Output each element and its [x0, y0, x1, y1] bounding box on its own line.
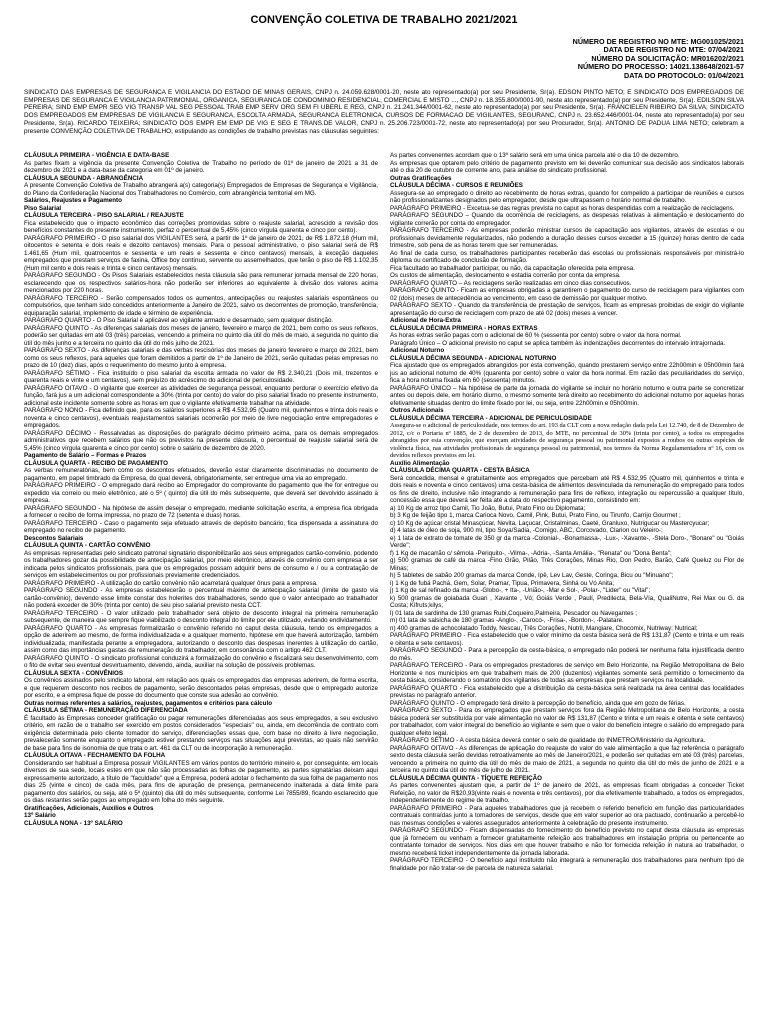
section-heading: Adicional de Hora-Extra	[390, 317, 461, 325]
clause-paragraph: Os convênios assinados pelo sindicato laboral, em relação aos quais os empregados das empresas aderirem, de forma escrita, e que requerem desconto nos recibos de pagamento, serão descontados pelas empresas, desde que o empregado autorize por escrito, e a empresa fique de posse do documento que conste sua adesão ao convênio.	[24, 677, 378, 700]
clause-paragraph: PARÁGRAFO SEXTO - Para os empregados que prestam serviços fora da Região Metropolitana de Belo Horizonte, a cesta básica poderá ser substituída por vale alimentação no valor de R$ 131,87 (Cento e trinta e um reais e oitenta e sete centavos) por trabalhador, com valor integral do benefício ao vigilante e sem que o valor do benefício integre o salário do empregado para qualquer efeito legal.	[390, 707, 744, 737]
clause-paragraph: PARÁGRAFO ÚNICO – Na hipótese de parte da jornada do vigilante se incluir no horário noturno e outra parte se concretizar antes ou depois dele, em horário diurno, o mesmo somente terá direito ao recebimento do adicional noturno por aquelas horas efetivamente situadas dentro do limite fixado por lei, ou seja, entre 22h00min e 05h00min.	[390, 384, 744, 407]
clause-paragraph: PARÁGRAFO OITAVO - As diferenças de aplicação do reajuste do valor do vale alimentação a que faz referência o parágrafo sexto desta cláusula serão devidas retroativamente ao mês de Janeiro/2021, e poderão ser quitadas em até 03 (três) parcelas, vencendo a primeira no quinto dia útil do mês de maio de 2021, a segunda no quinto dia útil do mês de junho de 2021 e a terceira no quinto dia útil do mês de julho de 2021.	[390, 744, 744, 775]
clause-paragraph: PARÁGRAFO PRIMEIRO - O piso salarial dos VIGILANTES será, a partir de 1º de janeiro de 2021, de R$ 1.872,18 (Hum mil, oitocentos e setenta e dois reais e dezoito centavos) mensais. Para o pessoal administrativo, o piso salarial será de R$ 1.461,65 (Hum mil, quatrocentos e sessenta e um reais e sessenta e cinco centavos) mensais, à exceção daqueles empregados que prestam serviços de faxina, Office boy contínuo, servente ou assemelhados, que terão o piso de R$ 1.102,35 (Hum mil cento e dois reais e trinta e cinco centavos) mensais.	[24, 234, 378, 272]
clause-paragraph: PARÁGRAFO QUARTO – As reciclagens serão realizadas em cinco dias consecutivos.	[390, 279, 632, 287]
preamble: SINDICATO DAS EMPRESAS DE SEGURANCA E VIGILANCIA DO ESTADO DE MINAS GERAIS, CNPJ n. 24.059.628/0001-20, neste ato representado(a) por seu Presidente, Sr(a). EDSON PINTO NETO; E SINDICATO DOS EMPREGADOS DE EMPRESAS DE SEGURANCA E VIGILANCIA PATRIMONIAL, ORGANICA, SEGURANCA DE CONDOMINIO RESIDENCIAL, COMERCIAL E MISTO ..., CNPJ n. 18.355.800/0001-90, neste ato representado(a) por seu Presidente, Sr(a). EDILSON SILVA PEREIRA; SIND EMP EMPR SEG VIG TRANSP VAL SEG PESSOAL TRAB EMP SERV ORG SEM FI UBERL E REG, CNPJ n. 21.241.344/0001-62, neste ato representado(a) por seu Presidente, Sr(a). FRANCIELEN RIBEIRO DA SILVA; SINDICATO DOS EMPREGADOS EM EMPRESAS DE VIGILANCIA E SEGURANCA, ESCOLTA ARMADA, SEGURANCA ELETRONICA, CURSOS DE FORMACAO DE VIGILANTES, SEGURANC, CNPJ n. 23.652.446/0001-04, neste ato representado(a) por seu Presidente, Sr(a). RICARDO TEIXEIRA; SINDICATO DOS EMPR EM EMP DE VIG E SEG E TRANS.DE VALOR, CNPJ n. 25.206.723/0001-72, neste ato representado(a) por seu Procurador, Sr(a). ANTONIO DE PADUA LIMA NETO; celebram a presente CONVENÇÃO COLETIVA DE TRABALHO, estipulando as condições de trabalho previstas nas cláusulas seguintes:	[24, 89, 744, 135]
clause-paragraph: Os custos de alimentação, deslocamento e estadia correrão por conta da empresa.	[390, 272, 621, 280]
clauses-columns	[24, 152, 744, 872]
protocol-date: DATA DO PROTOCOLO: 01/04/2021	[624, 70, 744, 80]
clause-paragraph: j) 1 Kg de sal refinado da marca -Globo-, + Ita-, -União-, -Mar e Sol-, -Polar-, "Lider" ou "Vital";	[390, 587, 651, 595]
clause-paragraph: e) 1 lata de extrato de tomate de 350 gr da marca -Colonial-, -Bonamassa-, -Lux-, -Xavante-, -Stela Doro-, "Bonare" ou "Goiás Verde";	[390, 534, 744, 550]
clause-paragraph: Será concedida, mensal e gratuitamente aos empregados que percebam até R$ 4.532,95 (Quatro mil, quinhentos e trinta e dois reais e noventa e cinco centavos) uma cesta-básica de alimentos desvinculada da remuneração do empregado para todos os fins de direito, inclusive não integrando a remuneração para fins de reflexo, integração ou repercussão a qualquer título, concessão essa que deverá ser feita até a data do respectivo pagamento, consistindo em:	[390, 474, 744, 505]
clause-paragraph: PARÁGRAFO TERCEIRO - Para os empregados prestadores de serviço em Belo Horizonte, na Região Metropolitana de Belo Horizonte e nos municípios em que trabalhem mais de 200 (duzentos) vigilantes somente será permitido o fornecimento da cesta básica, considerando o somatório dos vigilantes de todas as empresas que prestam serviços na localidade.	[390, 662, 744, 685]
clause-paragraph: Assegura-se ao empregado o direito ao recebimento de horas extras, quando for compelido a participar de reuniões e cursos não profissionalizantes designados pelo empregador, desde que ultrapassem o horário normal de trabalho.	[390, 189, 744, 205]
clause-paragraph: g) 500 gramas de café da marca -Fino Grão, Pilão, Três Corações, Minas Rio, Don Pedro, Barão, Café Queluz ou Flor de Minas;	[390, 557, 744, 572]
clause-paragraph: PARÁGRAFO PRIMEIRO - Para aqueles trabalhadores que já recebem o referido benefício em função das particularidades contratuais contraídas junto a tomadores de serviços, desde que em valor superior ao ora pactuado, continuarão a percebê-lo nas mesmas condições e valores assegurados anteriormente à celebração do presente instrumento.	[390, 804, 744, 827]
clause-paragraph: PARÁGRAFO TERCEIRO - O valor utilizado pelo trabalhador será objeto de desconto integral na primeira remuneração subsequente, de maneira que sempre fique viabilizado o desconto integral do limite por ele utilizado, evitando endividamento.	[24, 609, 378, 625]
clause-paragraph: PARÁGRAFO SEGUNDO - Na hipótese de assim desejar o empregado, mediante solicitação escrita, a empresa fica obrigada a fornecer o recibo de forma impressa, no prazo de 72 (setenta e duas) horas.	[24, 504, 378, 520]
registration-date: DATA DE REGISTRO NO MTE: 07/04/2021	[603, 45, 744, 55]
clause-paragraph: k) 500 gramas de goiabada Guari , Xavante , Vó; Goiás Verde , Paulí, Predilecta, Bela-Vía, QualiNutre, Rei Max ou G. da Costa; Kifruts;kilys;	[390, 594, 744, 610]
clause-paragraph: PARÁGRAFO SEGUNDO – Quando da ocorrência de reciclagens, as despesas relativas à alimentação e deslocamento do vigilante correrão por conta do empregador.	[390, 212, 744, 227]
clause-paragraph: PARÁGRAFO PRIMEIRO - A utilização do cartão convênio não acarretará qualquer ônus para a empresa.	[24, 579, 318, 587]
clause-heading: CLÁUSULA DÉCIMA TERCEIRA - ADICIONAL DE PERICULOSIDADE	[390, 414, 592, 422]
process-number: NÚMERO DO PROCESSO: 14021.138648/2021-57	[577, 62, 744, 72]
clause-paragraph: Parágrafo Único – O adicional previsto no caput se aplica também às indenizações decorrentes do intervalo intrajornada.	[390, 339, 726, 347]
clause-heading: CLÁUSULA QUINTA - CARTÃO CONVÊNIO	[24, 542, 151, 550]
clause-paragraph: d) 4 latas de óleo de soja, 900 ml, tipo Soya/Sadia, -Comigo, ABC, Corcovado, Clarion ou Veleiro-;	[390, 527, 663, 535]
right-column	[390, 152, 744, 872]
section-heading: Auxílio Alimentação	[390, 459, 450, 467]
section-heading: Salários, Reajustes e Pagamento	[24, 197, 122, 205]
section-heading: Descontos Salariais	[24, 534, 84, 542]
clause-paragraph: PARÁGRAFO SEGUNDO - As empresas estabelecerão o percentual máximo de antecipação salarial (limite de gasto via cartão-convênio), devendo esse limite constar dos holerites dos trabalhadores, sendo que o valor antecipado ao trabalhador não poderá exceder de 30% (trinta por cento) de seu piso salarial previsto nesta CCT.	[24, 587, 378, 610]
section-heading: Adicional Noturno	[390, 347, 445, 355]
clause-paragraph: Considerando ser habitual a Empresa possuir VIGILANTES em vários pontos do território mineiro e, por conseguinte, em locais diversos de sua sede, locais estes em que não são processadas as folhas de pagamento, as partes signatárias deixam aqui expressamente autorizado, a título de "faculdade" que a Empresa, poderá adotar o fechamento da sua folha de pagamento nos dias 25 (vinte e cinco) de cada mês, para fins de apuração de presença, permanecendo inalterada a data limite para pagamento dos salários, ou seja, até o 5º (quinto) dia útil do mês subsequente, conforme Lei 7855/89, ficando esclarecido que os dias restantes serão pagos ao empregado em folha do mês seguinte.	[24, 759, 378, 805]
clause-paragraph: PARÁGRAFO PRIMEIRO - Excetua-se das regras prevista no caput as horas despendidas com a realização de reciclagens.	[390, 204, 735, 212]
clause-heading: CLÁUSULA QUARTA - RECIBO DE PAGAMENTO	[24, 459, 168, 467]
clause-heading: CLÁUSULA SÉTIMA - REMUNERAÇÃO DIFERENCIADA	[24, 707, 188, 715]
clause-paragraph: As partes convenentes acordam que o 13º salário será em uma única parcela até o dia 10 de dezembro.	[390, 152, 680, 160]
left-column	[24, 152, 378, 872]
clause-paragraph: PARÁGRAFO QUINTO - O sindicato profissional conduzirá a formalização do convênio e fiscalizará seu desenvolvimento, com o fito de evitar seu eventual desvirtuamento, devendo, ainda, auxiliar na solução de possíveis problemas.	[24, 654, 378, 670]
clause-paragraph: Fica ajustado que os empregados abrangidos por esta convenção, quando prestarem serviço entre 22h00min e 05h00min fará jus ao adicional noturno de 40% (quarenta por cento) sobre o valor da hora normal. Em razão das peculiaridades do serviço, fica a hora noturna fixada em 60 (sessenta) minutos.	[390, 362, 744, 385]
request-number: NÚMERO DA SOLICITAÇÃO: MR016202/2021	[591, 53, 744, 63]
clause-heading: CLÁUSULA DÉCIMA SEGUNDA - ADICIONAL NOTURNO	[390, 354, 557, 362]
clause-paragraph: As horas extras serão pagas com o adicional de 60 % (sessenta por cento) sobre o valor da hora normal.	[390, 332, 682, 340]
clause-paragraph: PARÁGRAFO SEGUNDO - Ficam dispensadas do fornecimento do benefício previsto no caput desta cláusula as empresas que já fornecem ou venham a fornecer gratuitamente refeição aos trabalhadores em instalação própria ou pertencente ao contratante tomador de serviços. Nos dias em que houver trabalho e não for fornecida refeição in natura ao trabalhador, o mesmo receberá ticket independentemente da jornada laborada.	[390, 827, 744, 857]
clause-paragraph: PARÁGRAFO TERCEIRO - Serão compensados todos os aumentos, antecipações ou reajustes salariais espontâneos ou compulsórios, que tenham sido concedidos anteriormente a Janeiro de 2021, salvo os decorrentes de promoção, transferência, equiparação salarial, implemento de idade e término de experiência.	[24, 294, 378, 317]
clause-paragraph: PARÁGRAFO SÉTIMO - Fica instituído o piso salarial da escolta armada no valor de R$ 2.340,21 (Dois mil, trezentos e quarenta reais e vinte e um centavos), sem prejuízo do acréscimo do adicional de periculosidade.	[24, 369, 378, 385]
clause-paragraph: PARÁGRAFO TERCEIRO - O benefício aqui instituído não integrará a remuneração dos trabalhadores para nenhum tipo de finalidade por não tratar-se de parcela de natureza salarial.	[390, 857, 744, 872]
document-title: CONVENÇÃO COLETIVA DE TRABALHO 2021/2021	[250, 14, 518, 26]
clause-paragraph: i) 1 Kg de fubá Pachá, Gem, Solar, Pramar, Tipua, Primavera, Sinhá ou Vó Anita;	[390, 579, 615, 587]
clause-paragraph: a) 10 Kg de arroz tipo Camil, Tio João, Butui, Prato Fino ou Diplomata;	[390, 504, 586, 512]
clause-heading: CLÁUSULA NONA - 13º SALÁRIO	[24, 819, 123, 827]
clause-paragraph: PARÁGRAFO PRIMEIRO - O empregado dará recibo ao Empregador do comprovante do pagamento que lhe for entregue ou expedido via correio ou meio eletrônico, até o 5º ( quinto) dia útil do mês subsequente, que deverá ser devolvido assinado à empresa.	[24, 482, 378, 505]
section-heading: Piso Salarial	[24, 204, 62, 212]
clause-paragraph: Assegura-se o adicional de periculosidade, nos termos do art. 193 da CLT com a nova redação dada pela Lei 12.740, de 8 de Dezembro de 2012, c/c o Portaria nº 1885, de 2 de dezembro de 2013, do MTE, no percentual de 30% (trinta por cento), a todos os empregados abrangidos por esta convenção, que exerçam atividades de segurança pessoal ou patrimonial expostos a roubos ou outras espécies de violência física, nas atividades profissionais de segurança pessoal ou patrimonial, nos termos da Norma Regulamentadora nº 16, com os devidos reflexos previstos em lei.	[390, 422, 744, 460]
section-heading: Pagamento de Salário – Formas e Prazos	[24, 452, 147, 460]
clause-heading: CLÁUSULA DÉCIMA - CURSOS E REUNIÕES	[390, 182, 523, 190]
clause-paragraph: É facultado às Empresas conceder gratificação ou pagar remunerações diferenciadas aos seus empregados, a seu exclusivo critério, em razão de o trabalho ser exercido em postos considerados "especiais" ou, ainda, em decorrência de contrato com exigência determinada pelo cliente tomador do serviço, diferenciações essas que, com base no direito à livre negociação, prevalecerão somente enquanto o empregado estiver prestando serviços nas situações aqui previstas, ao quais não servirão de base para fins de isonomia de que trata o art. 461 da CLT ou de incorporação à remuneração.	[24, 714, 378, 752]
clause-paragraph: f) 1 Kg de macarrão c/ sêmola -Periquito-, -Vilma-, -Adria-, -Santa Amália-, "Renata" ou "Dona Benta";	[390, 549, 672, 557]
clause-paragraph: As verbas remuneratórias, bem como os descontos efetuados, deverão estar claramente discriminadas no documento de pagamento, em papel timbrado da Empresa, do qual deverá, obrigatoriamente, ser entregue uma via ao empregado.	[24, 467, 378, 482]
clause-paragraph: Fica facultado ao trabalhador participar, ou não, da capacitação oferecida pela empresa.	[390, 264, 635, 272]
clause-paragraph: PARÁGRAFO QUARTO - As empresas formalizarão o convênio referido no caput desta cláusula, tendo os empregados a opção de aderirem ao mesmo, de forma individualizada e a qualquer momento, hipótese em que haverá autorização, também individualizada, manifestada perante a empregadora, autorizando o desconto das despesas inerentes à utilização do cartão, assim como das importâncias gastas da remuneração do trabalhador, em consonância com o artigo 462 CLT.	[24, 624, 378, 655]
clause-paragraph: As empresas representadas pelo sindicato patronal signatário disponibilizarão aos seus empregados cartão-convênio, podendo os trabalhadores gozar da possibilidade de antecipação salarial, por meio eletrônico, através de convênio com empresa a ser indicada pelos sindicatos profissionais, para que os empregados possam adquirir bens de consumo e / ou a contratação de serviços em estabelecimentos ou por profissionais previamente credenciados.	[24, 549, 378, 580]
clause-paragraph: c) 10 Kg de açúcar cristal Minasçúcar, Nevita, Laçucar, Cristalminas, Caeté, Granluxo, Nutrigucar ou Mastercyucar;	[390, 519, 710, 527]
registration-block	[24, 38, 744, 80]
section-heading: 13º Salário	[24, 812, 56, 820]
clause-heading: CLÁUSULA OITAVA - FECHAMENTO DA FOLHA	[24, 752, 166, 760]
clause-paragraph: PARÁGRAFO NONO - Fica definido que, para os salários superiores a R$ 4.532,95 (Quatro mil, quinhentos e trinta dois reais e noventa e cinco centavos), eventuais reajustamentos salariais ocorrerão por meio de livre negociação entre empregadores e empregados.	[24, 407, 378, 430]
clause-paragraph: n) 400 gramas de achocolatado Toddy, Nescau, Três Corações, Nutril, Mangiare, Chocomix, Nutriway; Nutrical;	[390, 624, 698, 632]
clause-paragraph: As partes fixam a vigência da presente Convenção Coletiva de Trabalho no período de 01º de janeiro de 2021 a 31 de dezembro de 2021 e a data-base da categoria em 01º de janeiro.	[24, 159, 378, 175]
clause-paragraph: PARÁGRAFO SEXTO - As diferenças salariais e das verbas rescisórias dos meses de janeiro fevereiro e março de 2021, bem como os seus reflexos, para aqueles que foram demitidos a partir de 1º de Janeiro de 2021, serão quitadas pelas empresas no prazo de 10 (dez) dias, após o requerimento do mesmo junto à empresa.	[24, 347, 378, 370]
clause-paragraph: Fica estabelecido que o impacto econômico das correções promovidas sobre o reajuste salarial, acrescido a revisão dos benefícios constantes do presente instrumento, perfaz o percentual de 5,45% (cinco vírgula quarenta e cinco por cento).	[24, 219, 378, 235]
clause-paragraph: PARÁGRAFO DÉCIMO - Ressalvadas as disposições do parágrafo décimo primeiro acima, para os demais empregados administrativos que recebem salários que não os previstos na presente cláusula, o percentual de reajuste salarial será de 5,45% (cinco vírgula quarenta e cinco por cento) sobre o salário de dezembro de 2020.	[24, 429, 378, 452]
clause-paragraph: Ao final de cada curso, os trabalhadores participantes receberão das escolas ou profissionais responsáveis por ministrá-lo diploma ou certificado de conclusão de formação.	[390, 249, 744, 265]
section-heading: Outras Gratificações	[390, 174, 452, 182]
clause-paragraph: As empresas que optarem pelo critério de pagamento previsto em lei deverão comunicar sua decisão aos sindicatos laborais até o dia 20 de outubro de corrente ano, para análise do sindicato profissional.	[390, 159, 744, 175]
clause-heading: CLÁUSULA DÉCIMA QUINTA - TÍQUETE REFEIÇÃO	[390, 774, 542, 782]
clause-paragraph: PARÁGRAFO TERCEIRO - As empresas poderão ministrar cursos de capacitação aos vigilantes, através de escolas e ou profissionais devidamente regularizados, não podendo a duração desses cursos exceder a 15 (quinze) horas dentro de cada trimestre, sob pena de as horas terem que ser remuneradas.	[390, 227, 744, 250]
clause-heading: CLÁUSULA DÉCIMA QUARTA - CESTA BÁSICA	[390, 467, 530, 475]
clause-paragraph: PARÁGRAFO QUARTO - O Piso Salarial é aplicável ao vigilante armado e desarmado, sem qualquer distinção.	[24, 317, 334, 325]
clause-paragraph: PARÁGRAFO TERCEIRO - Caso o pagamento seja efetuado através de depósito bancário, fica dispensada a assinatura do empregado no recibo de pagamento.	[24, 519, 378, 535]
clause-heading: CLÁUSULA PRIMEIRA - VIGÊNCIA E DATA-BASE	[24, 152, 170, 160]
clause-paragraph: PARÁGRAFO QUINTO - As diferenças salariais dos meses de janeiro, fevereiro e março de 2021, bem como os seus reflexos, poderão ser quitadas em até 03 (três) parcelas, vencendo a primeira no quinto dia útil do mês de maio, a segunda no quinto dia útil do mês junho e a terceira no quinto dia útil do mês julho de 2021.	[24, 324, 378, 347]
clause-paragraph: PARÁGRAFO QUINTO - O empregado terá direito à percepção do benefício, ainda que em gozo de férias.	[390, 699, 686, 707]
clause-paragraph: m) 01 lata de salsicha de 180 gramas -Anglo-, -Caroco-, -Frisa-, -Bordon-, -Palatare.	[390, 617, 624, 625]
section-heading: Gratificações, Adicionais, Auxílios e Outros	[24, 804, 154, 812]
clause-paragraph: PARÁGRAFO SEXTO - Quando da transferência de prestação de serviços, ficam as empresas proibidas de exigir do vigilante apresentação do curso de reciclagem com prazo de até 02 (dois) meses a vencer.	[390, 302, 744, 317]
clause-heading: CLÁUSULA SEXTA - CONVÊNIOS	[24, 669, 124, 677]
clause-paragraph: PARÁGRAFO QUINTO - Ficam as empresas obrigadas a garantirem o pagamento do curso de reciclagem para vigilantes com 02 (dois) meses de antecedência ao vencimento, em caso de demissão por qualquer motivo.	[390, 287, 744, 302]
section-heading: Outras normas referentes a salários, reajustes, pagamentos e critérios para cálculo	[24, 699, 273, 707]
clause-paragraph: PARÁGRAFO OITAVO - O vigilante que exercer as atividades de segurança pessoal, enquanto perdurar o exercício efetivo da função, fará jus a um adicional correspondente a 30% (trinta por cento) do valor do piso salarial fixado no presente instrumento, adicional este incidente somente sobre as horas em que o vigilante efetivamente trabalhar na atividade.	[24, 384, 378, 407]
section-heading: Outros Adicionais	[390, 407, 444, 415]
clause-paragraph: As partes convenentes ajustam que, a partir de 1º de janeiro de 2021, as empresas ficam obrigadas a conceder Ticket Refeição, no valor de R$20,93(vinte reais e noventa e três centavos), por dia efetivamente trabalhado, a todos os empregados, independentemente do regime de trabalho.	[390, 782, 744, 805]
clause-paragraph: PARÁGRAFO SÉTIMO - A cesta básica deverá conter o selo de qualidade do INMETRO/Ministério da Agricultura.	[390, 737, 706, 745]
clause-paragraph: A presente Convenção Coletiva de Trabalho abrangerá a(s) categoria(s) Empregados de Empresas de Segurança e Vigilância, do Plano da Confederação Nacional dos Trabalhadores no Comércio, com abrangência territorial em MG.	[24, 182, 378, 197]
clause-paragraph: PARÁGRAFO SEGUNDO - Para a percepção da cesta-básica, o empregado não poderá ter nenhuma falta injustificada dentro do mês.	[390, 647, 744, 662]
clause-heading: CLÁUSULA SEGUNDA - ABRANGÊNCIA	[24, 174, 144, 182]
clause-paragraph: PARÁGRAFO SEGUNDO - Os Pisos Salariais estabelecidos nesta cláusula são para remunerar jornada mensal de 220 horas, esclarecendo que os respectivos salários-hora não poderão ser inferiores ao equivalente à divisão dos valores acima mencionados por 220 horas.	[24, 272, 378, 295]
clause-paragraph: h) 5 tabletes de sabão 200 gramas da marca Conde, Ipê, Lev Lav, Geste, Coringa, Bicu ou "Minuano";	[390, 572, 674, 580]
registration-number: NÚMERO DE REGISTRO NO MTE: MG001025/2021	[572, 37, 744, 46]
clause-paragraph: l) 01 lata de sardinha de 130 gramas Rubi,Coqueiro,Palmeira, Pescador ou Navegantes ;	[390, 609, 638, 617]
clause-paragraph: PARÁGRAFO QUARTO - Fica estabelecido que a distribuição da cesta-básica será realizada na área central das localidades previstas no parágrafo anterior.	[390, 684, 744, 700]
clause-paragraph: b) 3 Kg de feijão tipo 1, marca Carioca Novo, Camil, Pink, Butui, Prato Fino, ou Tirunfo, Carrijo Gourmet ;	[390, 512, 681, 520]
clause-heading: CLÁUSULA TERCEIRA - PISO SALARIAL / REAJUSTE	[24, 212, 184, 220]
clause-heading: CLÁUSULA DÉCIMA PRIMEIRA - HORAS EXTRAS	[390, 324, 538, 332]
clause-paragraph: PARÁGRAFO PRIMEIRO - Fica estabelecido que o valor mínimo da cesta básica será de R$ 131,87 (Cento e trinta e um reais e oitenta e sete centavos).	[390, 632, 744, 647]
